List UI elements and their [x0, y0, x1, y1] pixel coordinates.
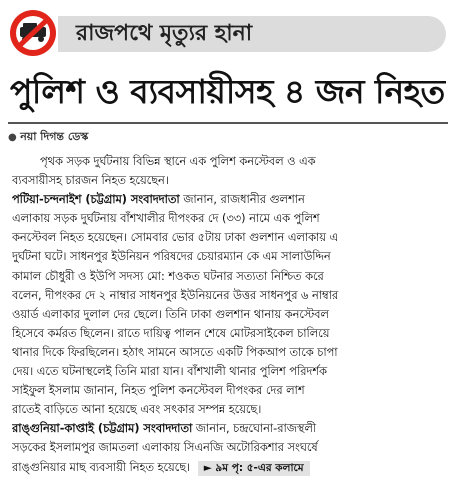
- article-body: [12, 152, 444, 477]
- kicker-title: রাজপথে মৃত্যুর হানা: [76, 21, 253, 46]
- body-line: [12, 419, 444, 438]
- continuation-jump[interactable]: [198, 461, 310, 476]
- headline: পুলিশ ও ব্যবসায়ীসহ ৪ জন নিহত: [10, 72, 445, 111]
- kicker-banner: [58, 16, 446, 52]
- play-icon: ►: [203, 461, 212, 474]
- paragraph-patiya: [12, 190, 444, 419]
- headline-divider: [8, 122, 448, 124]
- body-line: বলেন, দীপংকর দে ২ নাম্বার সাধনপুর ইউনিয়নের উত্তর সাধনপুর ৬ নাম্বার: [12, 288, 339, 302]
- dateline: রাঙ্গুনিয়া-কাপ্তাই (চট্টগ্রাম) সংবাদদাতা: [12, 422, 193, 436]
- body-line: ব্যবসায়ীসহ চারজন নিহত হয়েছেন।: [12, 174, 169, 188]
- body-line: [12, 458, 444, 477]
- body-line: দেয়। এতে ঘটনাস্থলেই তিনি মারা যান। বাঁশখালী থানার পুলিশ পরিদর্শক: [12, 365, 327, 379]
- body-line: এলাকায় সড়ক দুর্ঘটনায় বাঁশখালীর দীপংকর দে (৩৩) নামে এক পুলিশ: [12, 212, 320, 226]
- body-line: হিসেবে কর্মরত ছিলেন। রাতে দায়িত্ব পালন শেষে মোটরসাইকেল চালিয়ে: [12, 326, 330, 340]
- body-line: দুর্ঘটনা ঘটে। সাধনপুর ইউনিয়ন পরিষদের চেয়ারম্যান কে এম সালাউদ্দিন: [12, 250, 331, 264]
- paragraph-rangunia: [12, 419, 444, 476]
- body-line: সাইফুল ইসলাম জানান, নিহত পুলিশ কনস্টেবল দীপংকর দের লাশ: [12, 384, 305, 398]
- jump-text: ৯ম পৃ: ৫-এর কলামে: [215, 461, 304, 474]
- body-line: পৃথক সড়ক দুর্ঘটনায় বিভিন্ন স্থানে এক পুলিশ কনস্টেবল ও এক: [40, 155, 316, 168]
- kicker-row: [8, 8, 448, 58]
- intro-paragraph: [12, 152, 444, 190]
- body-text: জানান, চন্দ্রঘোনা-রাজস্থলী: [192, 422, 316, 436]
- body-line: রাতেই বাড়িতে আনা হয়েছে এবং সৎকার সম্পন্ন হয়েছে।: [12, 403, 262, 417]
- body-text: রাঙ্গুনিয়ার মাছ ব্যবসায়ী নিহত হয়েছে।: [12, 460, 191, 474]
- body-line: কনস্টেবল নিহত হয়েছেন। সোমবার ভোর ৫টায় ঢাকা গুলশান এলাকায় এ: [12, 231, 339, 245]
- body-line: কামাল চৌধুরী ও ইউপি সদস্য মো: শওকত ঘটনার সত্যতা নিশ্চিত করে: [12, 269, 324, 283]
- body-line: সড়কের ইসলামপুর জামতলা এলাকায় সিএনজি অটোরিকশার সংঘর্ষে: [12, 441, 318, 455]
- body-line: থানার দিকে ফিরছিলেন। হঠাৎ সামনে আসতে একটি পিকআপ তাকে চাপা: [12, 345, 338, 359]
- body-line: [12, 190, 444, 209]
- bullet-icon: ●: [8, 132, 17, 143]
- accident-logo-icon: [8, 8, 58, 58]
- body-line: ওয়ার্ড এলাকার দুলাল দের ছেলে। তিনি ঢাকা গুলশান থানায় কনস্টেবল: [12, 307, 329, 321]
- body-text: জানান, রাজধানীর গুলশান: [179, 193, 305, 207]
- byline: [8, 128, 88, 147]
- byline-text: নয়া দিগন্ত ডেস্ক: [20, 130, 89, 143]
- dateline: পটিয়া-চন্দনাইশ (চট্টগ্রাম) সংবাদদাতা: [12, 193, 180, 207]
